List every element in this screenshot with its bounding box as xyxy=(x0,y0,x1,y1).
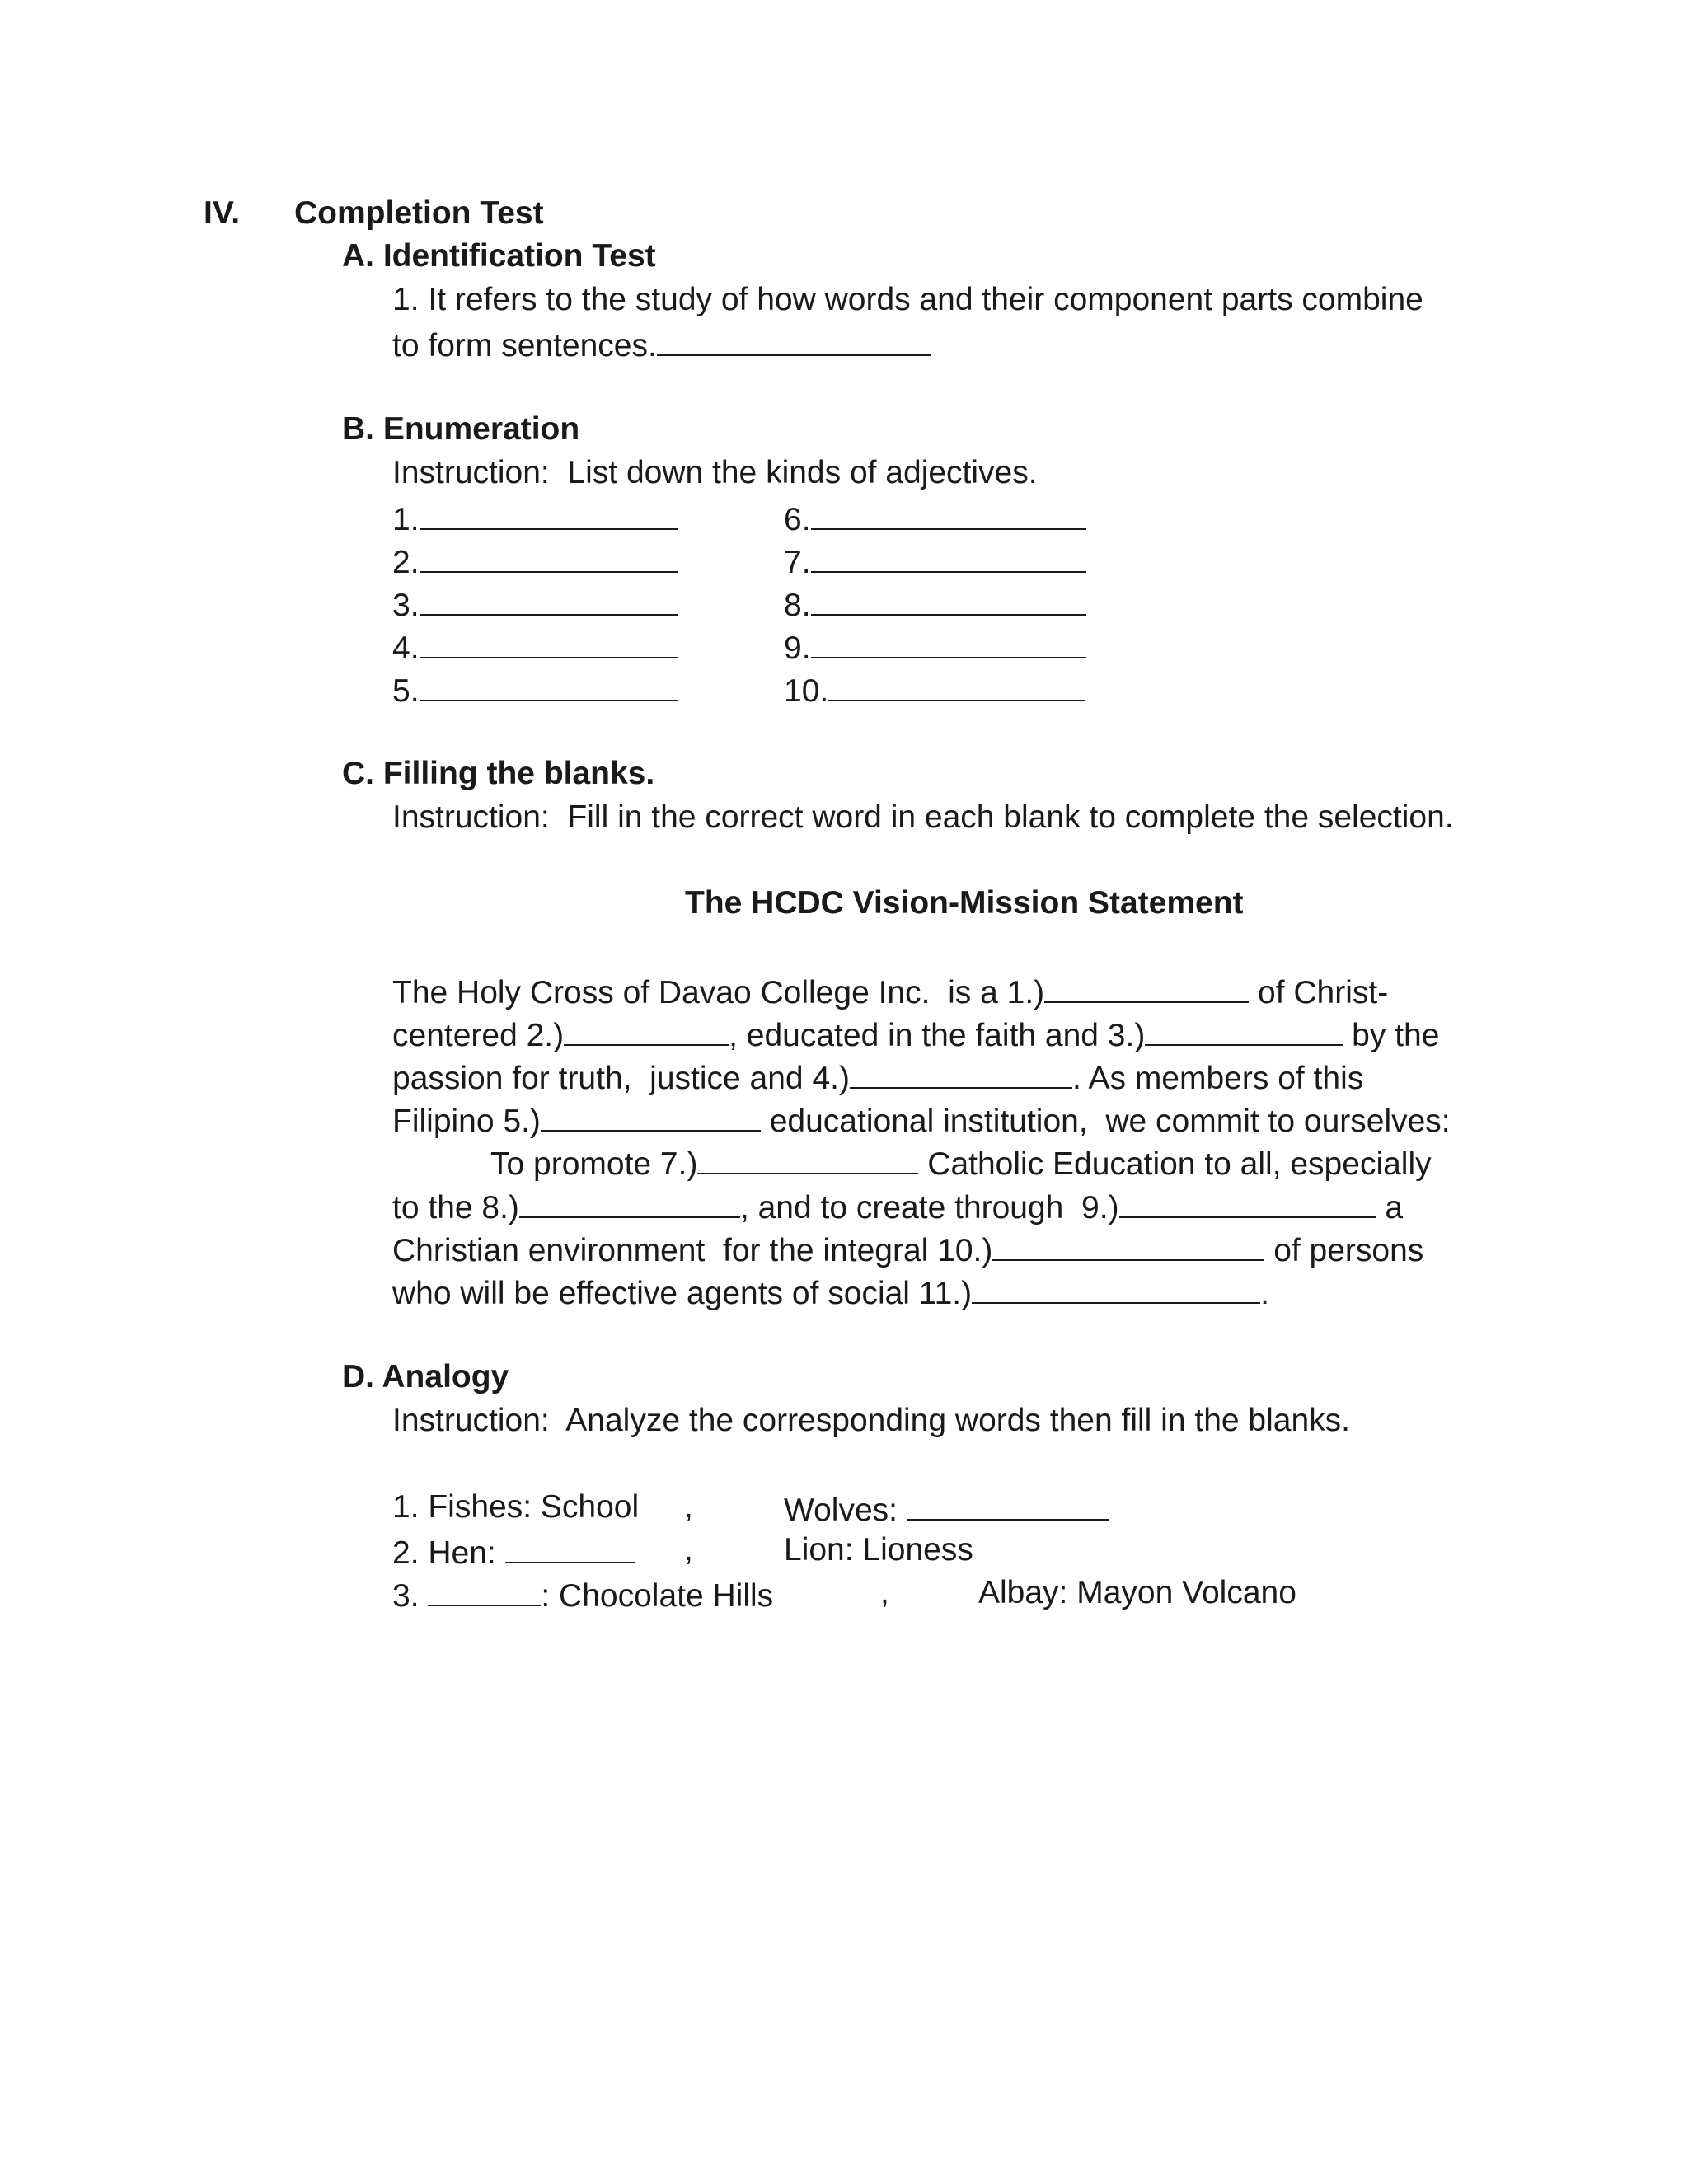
passage-line-8: who will be effective agents of social 11.) . xyxy=(392,1269,1269,1315)
analogy-3-comma: , xyxy=(880,1575,889,1610)
answer-blank[interactable] xyxy=(1145,1011,1343,1046)
enum-item-4: 4. xyxy=(392,624,678,670)
analogy-2-left: 2. Hen: xyxy=(392,1529,635,1575)
passage-line-1: The Holy Cross of Davao College Inc. is a 1.) of Christ- xyxy=(392,968,1388,1015)
part-a-question-line2: to form sentences. xyxy=(392,321,931,368)
answer-blank[interactable] xyxy=(420,624,678,658)
answer-blank[interactable] xyxy=(1044,968,1249,1003)
answer-blank[interactable] xyxy=(992,1226,1264,1261)
analogy-1-left: 1. Fishes: School xyxy=(392,1489,640,1525)
part-d-heading: D. Analogy xyxy=(342,1359,509,1394)
section-title: Completion Test xyxy=(294,195,544,231)
passage-title: The HCDC Vision-Mission Statement xyxy=(685,885,1244,921)
enum-item-1: 1. xyxy=(392,495,678,541)
analogy-3-right: Albay: Mayon Volcano xyxy=(978,1575,1296,1610)
enum-item-5: 5. xyxy=(392,667,678,713)
enum-item-7: 7. xyxy=(784,538,1086,584)
answer-blank[interactable] xyxy=(657,321,931,356)
answer-blank[interactable] xyxy=(420,538,678,573)
enum-item-8: 8. xyxy=(784,581,1086,627)
analogy-1-right: Wolves: xyxy=(784,1486,1109,1532)
answer-blank[interactable] xyxy=(541,1097,761,1132)
enum-item-6: 6. xyxy=(784,495,1086,541)
passage-line-2: centered 2.) , educated in the faith and 3.) by the xyxy=(392,1011,1439,1057)
answer-blank[interactable] xyxy=(420,667,678,701)
answer-blank[interactable] xyxy=(850,1054,1072,1089)
part-b-heading: B. Enumeration xyxy=(342,411,580,447)
analogy-2-comma: , xyxy=(684,1532,693,1568)
passage-line-7: Christian environment for the integral 10.) of persons xyxy=(392,1226,1423,1272)
analogy-1-comma: , xyxy=(684,1489,693,1525)
answer-blank[interactable] xyxy=(811,538,1086,573)
passage-line-5: To promote 7.) Catholic Education to all, especially xyxy=(490,1140,1432,1186)
passage-line-6: to the 8.) , and to create through 9.) a xyxy=(392,1183,1403,1230)
enum-item-10: 10. xyxy=(784,667,1085,713)
enum-item-3: 3. xyxy=(392,581,678,627)
answer-blank[interactable] xyxy=(519,1183,740,1218)
section-number: IV. xyxy=(204,195,241,231)
answer-blank[interactable] xyxy=(811,581,1086,616)
answer-blank[interactable] xyxy=(907,1486,1109,1521)
answer-blank[interactable] xyxy=(428,1572,541,1606)
answer-blank[interactable] xyxy=(828,667,1085,701)
answer-blank[interactable] xyxy=(811,624,1086,658)
part-b-instruction: Instruction: List down the kinds of adjectives. xyxy=(392,455,1038,490)
answer-blank[interactable] xyxy=(420,495,678,530)
part-d-instruction: Instruction: Analyze the corresponding words then fill in the blanks. xyxy=(392,1403,1350,1438)
answer-blank[interactable] xyxy=(697,1140,918,1174)
analogy-3-left: 3. : Chocolate Hills xyxy=(392,1572,773,1618)
answer-blank[interactable] xyxy=(1119,1183,1376,1218)
analogy-2-right: Lion: Lioness xyxy=(784,1532,973,1568)
passage-line-4: Filipino 5.) educational institution, we commit to ourselves: xyxy=(392,1097,1451,1143)
answer-blank[interactable] xyxy=(420,581,678,616)
answer-blank[interactable] xyxy=(811,495,1086,530)
answer-blank[interactable] xyxy=(564,1011,729,1046)
part-a-heading: A. Identification Test xyxy=(342,238,656,274)
answer-blank[interactable] xyxy=(505,1529,635,1563)
passage-line-3: passion for truth, justice and 4.) . As members of this xyxy=(392,1054,1363,1100)
part-a-question-line1: 1. It refers to the study of how words and their component parts combine xyxy=(392,282,1423,317)
answer-blank[interactable] xyxy=(972,1269,1260,1304)
part-c-instruction: Instruction: Fill in the correct word in each blank to complete the selection. xyxy=(392,799,1454,835)
enum-item-9: 9. xyxy=(784,624,1086,670)
enum-item-2: 2. xyxy=(392,538,678,584)
part-c-heading: C. Filling the blanks. xyxy=(342,756,655,791)
